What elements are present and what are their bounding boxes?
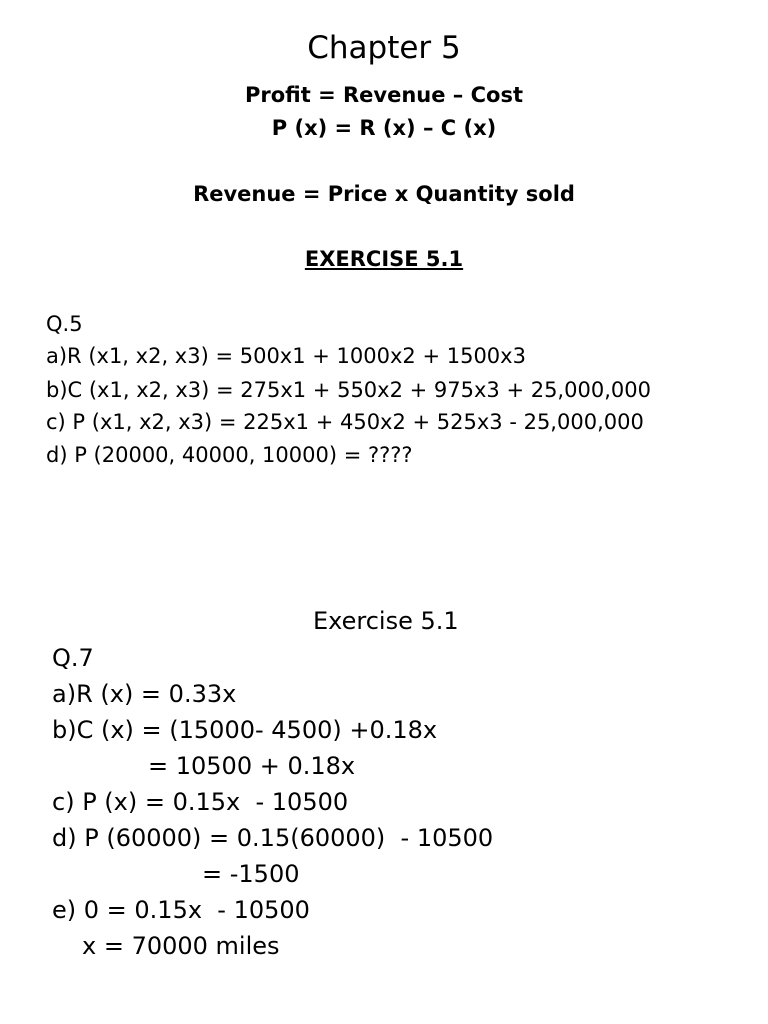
q5-line-c: c) P (x1, x2, x3) = 225x1 + 450x2 + 525x3 - 25,000,000 <box>46 410 644 434</box>
exercise-heading: EXERCISE 5.1 <box>304 247 464 271</box>
profit-function: P (x) = R (x) – C (x) <box>271 116 497 140</box>
chapter-title: Chapter 5 <box>307 30 461 66</box>
q7-line-d: d) P (60000) = 0.15(60000) - 10500 <box>52 824 494 852</box>
q5-label: Q.5 <box>46 312 83 336</box>
q7-line-b: b)C (x) = (15000- 4500) +0.18x <box>52 716 438 744</box>
q7-line-b-cont: = 10500 + 0.18x <box>148 752 356 780</box>
revenue-definition: Revenue = Price x Quantity sold <box>193 182 575 206</box>
q5-line-b: b)C (x1, x2, x3) = 275x1 + 550x2 + 975x3 + 25,000,000 <box>46 378 651 402</box>
q7-line-e-cont: x = 70000 miles <box>82 932 280 960</box>
q7-line-c: c) P (x) = 0.15x - 10500 <box>52 788 349 816</box>
q7-line-d-cont: = -1500 <box>202 860 300 888</box>
q7-line-a: a)R (x) = 0.33x <box>52 680 237 708</box>
exercise-2-heading: Exercise 5.1 <box>313 607 459 635</box>
profit-definition: Profit = Revenue – Cost <box>245 83 523 107</box>
q7-line-e: e) 0 = 0.15x - 10500 <box>52 896 310 924</box>
q5-line-a: a)R (x1, x2, x3) = 500x1 + 1000x2 + 1500x3 <box>46 344 526 368</box>
q5-line-d: d) P (20000, 40000, 10000) = ???? <box>46 443 413 467</box>
q7-label: Q.7 <box>52 644 94 672</box>
